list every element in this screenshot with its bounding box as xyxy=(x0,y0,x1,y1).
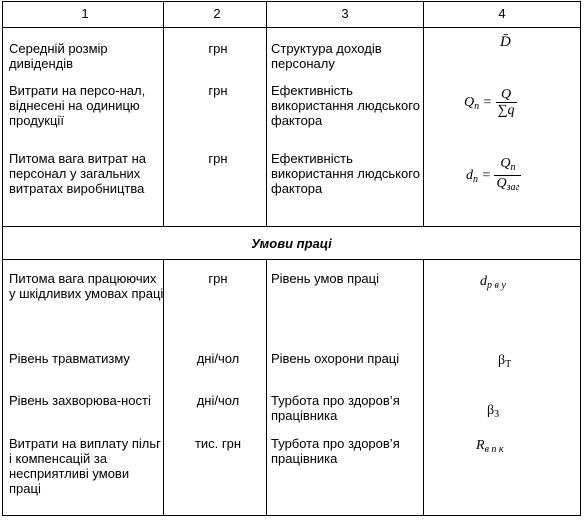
injury-rate-symbol: $\beta_Т$ xyxy=(498,353,512,370)
column-divider xyxy=(423,259,424,516)
cost-share-formula: $d_п$ = $\frac{Q_п}{Q_{заг}}$ xyxy=(466,156,521,196)
fraction: $\frac{Q_п}{Q_{заг}}$ xyxy=(496,156,520,193)
indicator-cell: Рівень захворюва-ності xyxy=(9,393,151,408)
indicator-cell: Питома вага працюючих у шкідливих умовах праці xyxy=(9,271,164,301)
header-col-3: 3 xyxy=(341,6,349,21)
personnel-cost-formula: $Q_п$ = $\frac{Q}{\sum q}$ xyxy=(464,87,515,118)
illness-rate-symbol: $\beta_З$ xyxy=(487,403,500,420)
indicator-cell: Питома вага витрат на персонал у загальних витратах виробництва xyxy=(9,151,146,196)
group-cell: Ефективність використання людського фактора xyxy=(271,151,420,196)
group-cell: Ефективність використання людського фактора xyxy=(271,83,420,128)
section-title: Умови праці xyxy=(251,236,332,251)
column-divider xyxy=(266,1,267,226)
fraction: $\frac{Q}{\sum q}$ xyxy=(497,87,515,118)
unit-cell: грн xyxy=(208,151,228,166)
header-col-2: 2 xyxy=(213,6,221,21)
unit-cell: грн xyxy=(208,41,228,56)
unit-cell: грн xyxy=(208,271,228,286)
group-cell: Рівень умов праці xyxy=(271,271,379,286)
indicator-cell: Середній розмір дивідендів xyxy=(9,41,108,71)
header-col-4: 4 xyxy=(498,6,506,21)
harmful-conditions-symbol: $d_{р в у}$ xyxy=(480,274,506,291)
unit-cell: грн xyxy=(208,83,228,98)
group-cell: Турбота про здоров’я працівника xyxy=(271,436,400,466)
section-divider-top xyxy=(2,226,581,227)
indicator-cell: Витрати на виплату пільг і компенсацій за несприятливі умови праці xyxy=(9,436,161,496)
indicator-cell: Витрати на персо-нал, віднесені на одиницю продукції xyxy=(9,83,146,128)
group-cell: Рівень охорони праці xyxy=(271,351,400,366)
group-cell: Турбота про здоров’я працівника xyxy=(271,393,400,423)
unit-cell: дні/чол xyxy=(196,351,240,366)
header-col-1: 1 xyxy=(81,6,89,21)
dividend-formula: D̄ xyxy=(500,34,511,50)
unit-cell: дні/чол xyxy=(196,393,240,408)
indicator-cell: Рівень травматизму xyxy=(9,351,130,366)
benefits-cost-symbol: $R_{в п к}$ xyxy=(476,438,504,455)
section-divider-bottom xyxy=(2,259,581,260)
group-cell: Структура доходів персоналу xyxy=(271,41,382,71)
unit-cell: тис. грн xyxy=(194,436,242,451)
header-divider xyxy=(2,27,581,28)
column-divider xyxy=(266,259,267,516)
